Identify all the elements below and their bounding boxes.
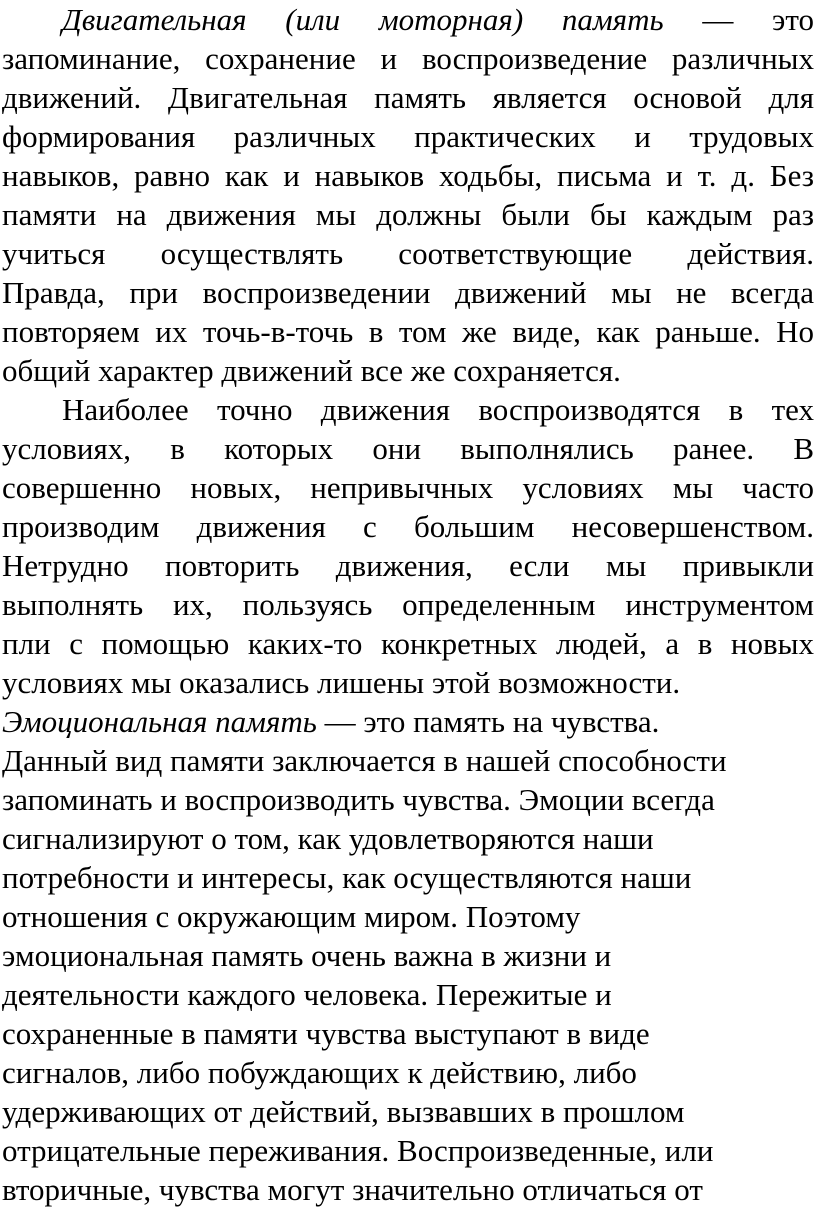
text-line: отношения с окружающим миром. Поэтому — [2, 899, 581, 934]
text-line: сигнализируют о том, как удовлетворяются наши — [2, 821, 654, 856]
text-line: совершенно новых, непривычных условиях мы часто — [2, 470, 814, 505]
term-definition-start: — это — [663, 2, 814, 37]
text-line: производим движения с большим несовершенством. — [2, 509, 814, 544]
text-line: учиться осуществлять соответствующие действия. — [2, 236, 814, 271]
text-line: отрицательные переживания. Воспроизведенные, или — [2, 1133, 714, 1168]
text-line: памяти на движения мы должны были бы каждым раз — [2, 197, 814, 232]
text-line: запоминание, сохранение и воспроизведение различных — [2, 41, 814, 76]
text-line: движений. Двигательная память является основой для — [2, 80, 814, 115]
text-line: сохраненные в памяти чувства выступают в виде — [2, 1016, 650, 1051]
text-line: удерживающих от действий, вызвавших в прошлом — [2, 1094, 685, 1129]
term-definition-start: — это память на чувства. — [316, 704, 660, 739]
paragraph-reproduction-conditions — [2, 390, 814, 702]
text-line: Нетрудно повторить движения, если мы привыкли — [2, 548, 814, 583]
paragraph-first-line — [2, 0, 814, 39]
text-line: формирования различных практических и трудовых — [2, 119, 814, 154]
paragraph-motor-memory — [2, 0, 814, 390]
text-line: условиях мы оказались лишены этой возможности. — [2, 665, 681, 700]
text-line: выполнять их, пользуясь определенным инструментом — [2, 587, 814, 622]
text-line: Данный вид памяти заключается в нашей способности — [2, 743, 727, 778]
text-line: Наиболее точно движения воспроизводятся в тех — [62, 392, 814, 427]
text-line: повторяем их точь-в-точь в том же виде, как раньше. Но — [2, 314, 814, 349]
paragraph-emotional-memory — [2, 702, 814, 1209]
text-line: сигналов, либо побуждающих к действию, либо — [2, 1055, 637, 1090]
term-emotional-memory: Эмоциональная память — [2, 704, 317, 739]
term-motor-memory: Двигательная (или моторная) память — [62, 2, 664, 37]
text-line: навыков, равно как и навыков ходьбы, письма и т. д. Без — [2, 158, 814, 193]
text-line: условиях, в которых они выполнялись ранее. В — [2, 431, 814, 466]
text-line: потребности и интересы, как осуществляются наши — [2, 860, 692, 895]
text-line: общий характер движений все же сохраняется. — [2, 353, 621, 388]
text-line: эмоциональная память очень важна в жизни и — [2, 938, 612, 973]
text-line: пли с помощью каких-то конкретных людей, а в новых — [2, 626, 814, 661]
text-line: вторичные, чувства могут значительно отличаться от — [2, 1172, 703, 1207]
text-line: Правда, при воспроизведении движений мы не всегда — [2, 275, 814, 310]
text-line: деятельности каждого человека. Пережитые и — [2, 977, 612, 1012]
paragraph-first-line — [2, 702, 814, 741]
text-line: запоминать и воспроизводить чувства. Эмоции всегда — [2, 782, 715, 817]
